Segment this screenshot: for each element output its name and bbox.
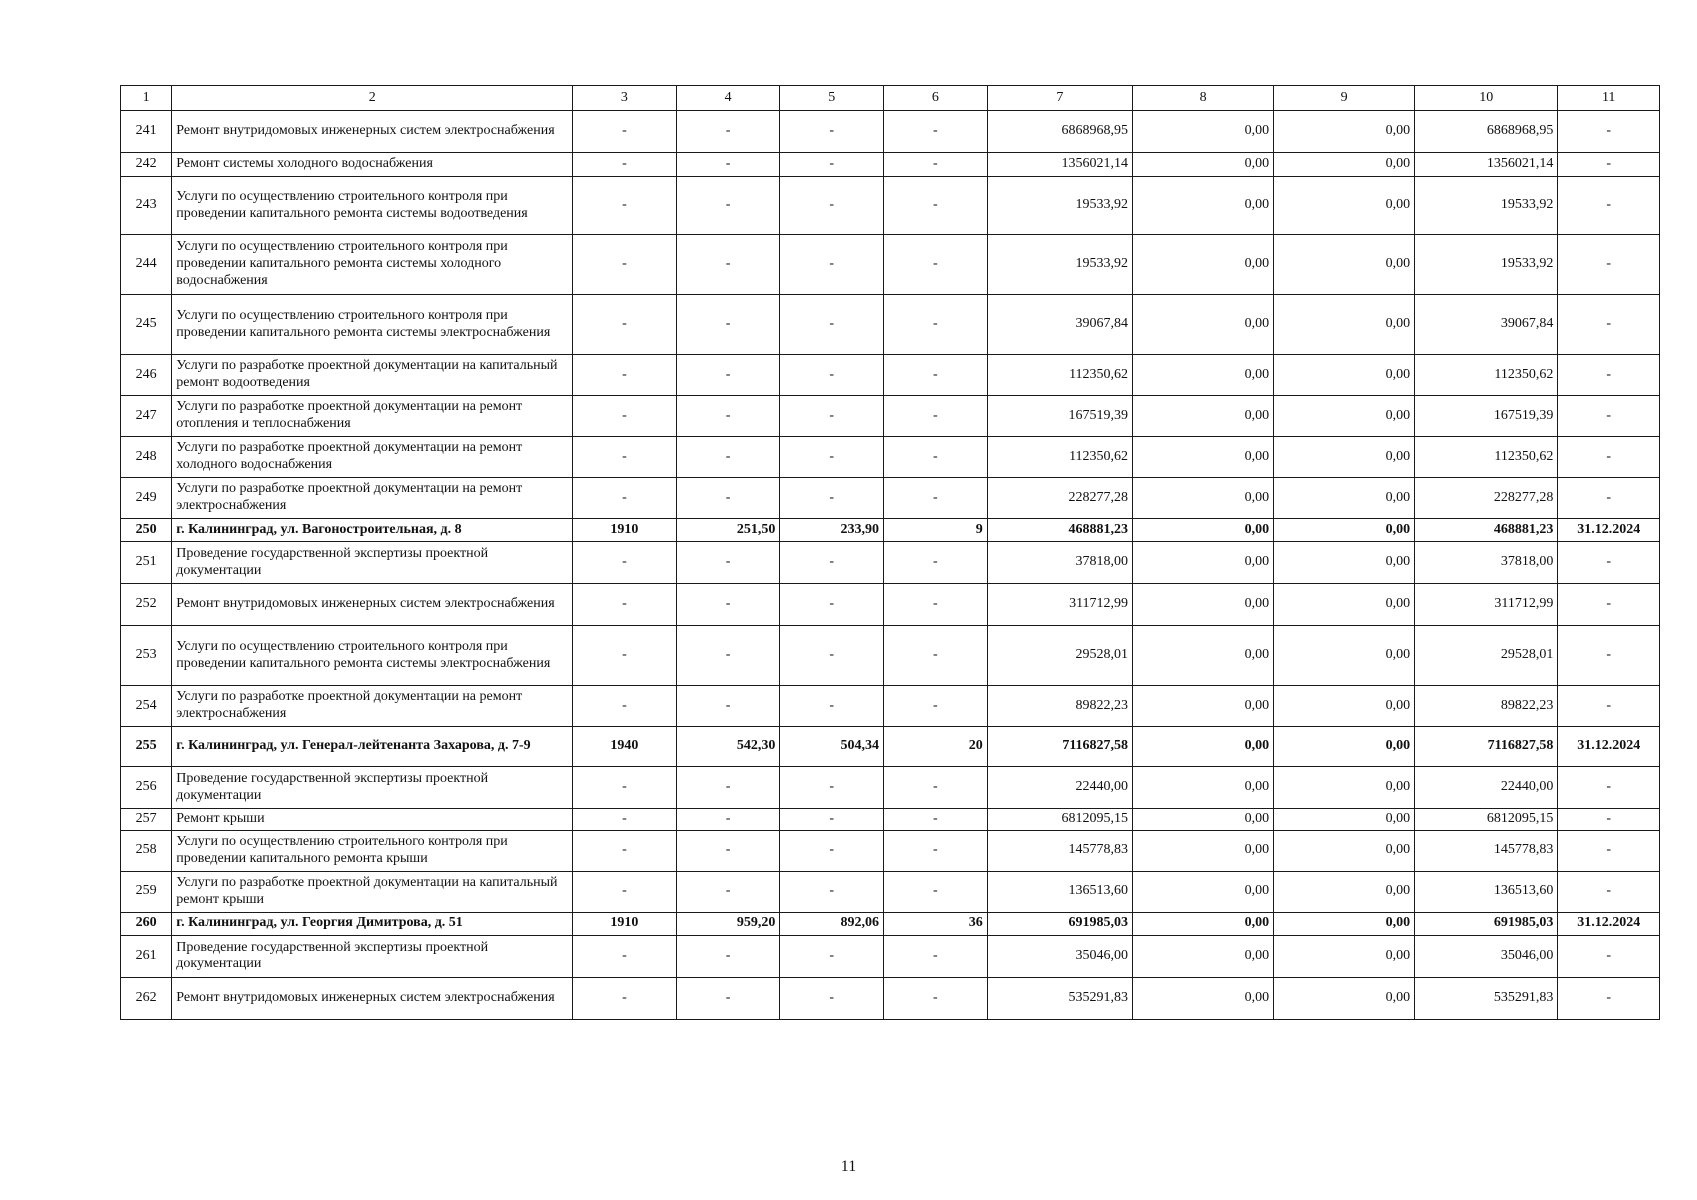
cell-col-7: 145778,83 [987, 830, 1132, 871]
cell-col-5: - [780, 396, 884, 437]
cell-col-10: 7116827,58 [1415, 727, 1558, 767]
table-row [121, 111, 1660, 153]
cell-col-6: - [884, 478, 988, 519]
cell-col-11: - [1558, 584, 1660, 626]
cell-col-6: - [884, 177, 988, 235]
cell-col-8: 0,00 [1133, 519, 1274, 542]
cell-col-7: 37818,00 [987, 542, 1132, 584]
cell-col-6: - [884, 111, 988, 153]
cell-col-7: 228277,28 [987, 478, 1132, 519]
cell-col-6: - [884, 437, 988, 478]
cell-col-8: 0,00 [1133, 767, 1274, 809]
cell-col-10: 6812095,15 [1415, 809, 1558, 831]
cell-col-5: - [780, 235, 884, 295]
cell-col-4: - [676, 355, 780, 396]
table-row [121, 584, 1660, 626]
work-description: г. Калининград, ул. Генерал-лейтенанта Захарова, д. 7-9 [172, 727, 573, 767]
cell-col-8: 0,00 [1133, 177, 1274, 235]
cell-col-7: 22440,00 [987, 767, 1132, 809]
cell-col-11: - [1558, 542, 1660, 584]
table-row [121, 767, 1660, 809]
cell-col-4: - [676, 437, 780, 478]
cell-col-11: - [1558, 935, 1660, 977]
cell-col-9: 0,00 [1274, 355, 1415, 396]
cell-col-9: 0,00 [1274, 235, 1415, 295]
cell-col-11: - [1558, 177, 1660, 235]
cell-col-6: - [884, 830, 988, 871]
cell-col-3: - [573, 977, 677, 1019]
cell-col-11: - [1558, 767, 1660, 809]
cell-col-9: 0,00 [1274, 935, 1415, 977]
row-number: 253 [121, 626, 172, 686]
cell-col-4: - [676, 295, 780, 355]
cell-col-7: 89822,23 [987, 686, 1132, 727]
table-row [121, 809, 1660, 831]
row-number: 256 [121, 767, 172, 809]
cell-col-10: 167519,39 [1415, 396, 1558, 437]
cell-col-5: - [780, 767, 884, 809]
cell-col-11: - [1558, 111, 1660, 153]
cell-col-3: - [573, 177, 677, 235]
cell-col-8: 0,00 [1133, 830, 1274, 871]
cell-col-3: - [573, 871, 677, 912]
cell-col-11: - [1558, 626, 1660, 686]
row-number: 260 [121, 912, 172, 935]
cell-col-3: - [573, 542, 677, 584]
cell-col-9: 0,00 [1274, 871, 1415, 912]
row-number: 248 [121, 437, 172, 478]
cell-col-11: - [1558, 295, 1660, 355]
table-row [121, 935, 1660, 977]
column-header: 6 [884, 86, 988, 111]
cell-col-6: - [884, 871, 988, 912]
cell-col-11: - [1558, 478, 1660, 519]
cell-col-4: - [676, 935, 780, 977]
cell-col-7: 19533,92 [987, 177, 1132, 235]
cell-col-10: 89822,23 [1415, 686, 1558, 727]
cell-col-5: - [780, 437, 884, 478]
cell-col-11: - [1558, 977, 1660, 1019]
cell-col-3: - [573, 935, 677, 977]
cell-col-7: 39067,84 [987, 295, 1132, 355]
cell-col-3: 1910 [573, 519, 677, 542]
cell-col-10: 19533,92 [1415, 177, 1558, 235]
work-description: Ремонт крыши [172, 809, 573, 831]
cell-col-6: - [884, 626, 988, 686]
column-header: 1 [121, 86, 172, 111]
cell-col-9: 0,00 [1274, 977, 1415, 1019]
column-header: 10 [1415, 86, 1558, 111]
cell-col-9: 0,00 [1274, 177, 1415, 235]
cell-col-5: - [780, 295, 884, 355]
table-row [121, 686, 1660, 727]
table-row [121, 177, 1660, 235]
cell-col-4: - [676, 977, 780, 1019]
column-number-header [121, 86, 1660, 111]
cell-col-5: - [780, 584, 884, 626]
cell-col-6: - [884, 235, 988, 295]
cell-col-3: - [573, 584, 677, 626]
cell-col-10: 29528,01 [1415, 626, 1558, 686]
work-description: Услуги по осуществлению строительного контроля при проведении капитального ремонта системы электроснабжения [172, 626, 573, 686]
cell-col-8: 0,00 [1133, 235, 1274, 295]
cell-col-9: 0,00 [1274, 153, 1415, 177]
cell-col-5: - [780, 977, 884, 1019]
work-description: г. Калининград, ул. Георгия Димитрова, д. 51 [172, 912, 573, 935]
cell-col-8: 0,00 [1133, 871, 1274, 912]
row-number: 241 [121, 111, 172, 153]
row-number: 251 [121, 542, 172, 584]
cell-col-11: - [1558, 437, 1660, 478]
cell-col-5: - [780, 153, 884, 177]
column-header: 11 [1558, 86, 1660, 111]
cell-col-8: 0,00 [1133, 355, 1274, 396]
table-row [121, 478, 1660, 519]
cell-col-9: 0,00 [1274, 912, 1415, 935]
cell-col-4: - [676, 111, 780, 153]
cell-col-3: 1910 [573, 912, 677, 935]
row-number: 258 [121, 830, 172, 871]
cell-col-10: 228277,28 [1415, 478, 1558, 519]
cell-col-9: 0,00 [1274, 767, 1415, 809]
work-description: Услуги по осуществлению строительного контроля при проведении капитального ремонта системы водоотведения [172, 177, 573, 235]
work-description: Услуги по осуществлению строительного контроля при проведении капитального ремонта крыши [172, 830, 573, 871]
cell-col-5: 233,90 [780, 519, 884, 542]
cell-col-4: 542,30 [676, 727, 780, 767]
address-row [121, 727, 1660, 767]
cell-col-5: - [780, 871, 884, 912]
column-header: 9 [1274, 86, 1415, 111]
row-number: 242 [121, 153, 172, 177]
cell-col-10: 112350,62 [1415, 355, 1558, 396]
cell-col-4: - [676, 626, 780, 686]
work-description: Ремонт системы холодного водоснабжения [172, 153, 573, 177]
cell-col-10: 35046,00 [1415, 935, 1558, 977]
cell-col-8: 0,00 [1133, 437, 1274, 478]
row-number: 250 [121, 519, 172, 542]
row-number: 244 [121, 235, 172, 295]
cell-col-7: 691985,03 [987, 912, 1132, 935]
cell-col-5: - [780, 111, 884, 153]
table-row [121, 235, 1660, 295]
work-description: Услуги по разработке проектной документации на капитальный ремонт водоотведения [172, 355, 573, 396]
cell-col-9: 0,00 [1274, 830, 1415, 871]
cell-col-4: - [676, 809, 780, 831]
cell-col-6: - [884, 153, 988, 177]
cell-col-5: - [780, 830, 884, 871]
table-row [121, 153, 1660, 177]
work-description: Услуги по разработке проектной документации на ремонт электроснабжения [172, 478, 573, 519]
cell-col-5: - [780, 809, 884, 831]
table-row [121, 626, 1660, 686]
cell-col-8: 0,00 [1133, 542, 1274, 584]
cell-col-3: - [573, 686, 677, 727]
table-row [121, 355, 1660, 396]
cell-col-8: 0,00 [1133, 396, 1274, 437]
work-description: Услуги по разработке проектной документации на капитальный ремонт крыши [172, 871, 573, 912]
cell-col-5: - [780, 478, 884, 519]
row-number: 259 [121, 871, 172, 912]
cell-col-5: - [780, 177, 884, 235]
column-header: 5 [780, 86, 884, 111]
cell-col-9: 0,00 [1274, 542, 1415, 584]
cell-col-8: 0,00 [1133, 153, 1274, 177]
cell-col-5: - [780, 935, 884, 977]
row-number: 249 [121, 478, 172, 519]
cell-col-9: 0,00 [1274, 626, 1415, 686]
cell-col-4: - [676, 542, 780, 584]
cell-col-10: 311712,99 [1415, 584, 1558, 626]
work-description: Проведение государственной экспертизы проектной документации [172, 935, 573, 977]
cell-col-5: - [780, 626, 884, 686]
cell-col-4: - [676, 478, 780, 519]
cell-col-10: 37818,00 [1415, 542, 1558, 584]
cell-col-11: - [1558, 355, 1660, 396]
cell-col-9: 0,00 [1274, 295, 1415, 355]
cell-col-3: - [573, 626, 677, 686]
cell-col-4: - [676, 830, 780, 871]
cell-col-5: 504,34 [780, 727, 884, 767]
cell-col-6: 9 [884, 519, 988, 542]
table-row [121, 977, 1660, 1019]
cell-col-8: 0,00 [1133, 686, 1274, 727]
work-description: г. Калининград, ул. Вагоностроительная, д. 8 [172, 519, 573, 542]
cell-col-3: - [573, 437, 677, 478]
cell-col-9: 0,00 [1274, 519, 1415, 542]
cell-col-3: - [573, 235, 677, 295]
cell-col-3: - [573, 295, 677, 355]
cell-col-7: 311712,99 [987, 584, 1132, 626]
cell-col-6: - [884, 396, 988, 437]
row-number: 243 [121, 177, 172, 235]
cell-col-11: 31.12.2024 [1558, 727, 1660, 767]
cell-col-4: - [676, 686, 780, 727]
cell-col-3: - [573, 478, 677, 519]
table-row [121, 830, 1660, 871]
cell-col-7: 35046,00 [987, 935, 1132, 977]
cell-col-3: - [573, 767, 677, 809]
column-header: 3 [573, 86, 677, 111]
cell-col-8: 0,00 [1133, 912, 1274, 935]
document-page [120, 85, 1660, 1020]
cell-col-7: 1356021,14 [987, 153, 1132, 177]
row-number: 255 [121, 727, 172, 767]
work-description: Услуги по осуществлению строительного контроля при проведении капитального ремонта системы электроснабжения [172, 295, 573, 355]
cell-col-10: 535291,83 [1415, 977, 1558, 1019]
work-description: Услуги по разработке проектной документации на ремонт отопления и теплоснабжения [172, 396, 573, 437]
cell-col-3: - [573, 111, 677, 153]
cell-col-6: - [884, 542, 988, 584]
cell-col-10: 691985,03 [1415, 912, 1558, 935]
cell-col-8: 0,00 [1133, 478, 1274, 519]
cell-col-7: 29528,01 [987, 626, 1132, 686]
cell-col-4: 959,20 [676, 912, 780, 935]
cell-col-6: - [884, 809, 988, 831]
cell-col-4: - [676, 153, 780, 177]
cell-col-11: - [1558, 686, 1660, 727]
cell-col-5: 892,06 [780, 912, 884, 935]
cell-col-8: 0,00 [1133, 584, 1274, 626]
cell-col-11: - [1558, 153, 1660, 177]
cell-col-6: 20 [884, 727, 988, 767]
cell-col-10: 19533,92 [1415, 235, 1558, 295]
table-row [121, 396, 1660, 437]
cell-col-8: 0,00 [1133, 295, 1274, 355]
work-description: Проведение государственной экспертизы проектной документации [172, 542, 573, 584]
work-description: Проведение государственной экспертизы проектной документации [172, 767, 573, 809]
cell-col-7: 136513,60 [987, 871, 1132, 912]
capital-repair-table [120, 85, 1660, 1020]
address-row [121, 912, 1660, 935]
cell-col-4: - [676, 767, 780, 809]
work-description: Ремонт внутридомовых инженерных систем электроснабжения [172, 977, 573, 1019]
cell-col-11: 31.12.2024 [1558, 519, 1660, 542]
cell-col-10: 145778,83 [1415, 830, 1558, 871]
work-description: Ремонт внутридомовых инженерных систем электроснабжения [172, 584, 573, 626]
cell-col-7: 535291,83 [987, 977, 1132, 1019]
cell-col-7: 468881,23 [987, 519, 1132, 542]
cell-col-9: 0,00 [1274, 727, 1415, 767]
work-description: Услуги по разработке проектной документации на ремонт холодного водоснабжения [172, 437, 573, 478]
row-number: 252 [121, 584, 172, 626]
cell-col-5: - [780, 686, 884, 727]
cell-col-6: - [884, 686, 988, 727]
cell-col-3: - [573, 396, 677, 437]
cell-col-4: - [676, 177, 780, 235]
cell-col-3: - [573, 830, 677, 871]
row-number: 254 [121, 686, 172, 727]
cell-col-7: 6812095,15 [987, 809, 1132, 831]
cell-col-10: 136513,60 [1415, 871, 1558, 912]
work-description: Ремонт внутридомовых инженерных систем электроснабжения [172, 111, 573, 153]
cell-col-7: 167519,39 [987, 396, 1132, 437]
cell-col-6: 36 [884, 912, 988, 935]
cell-col-4: - [676, 871, 780, 912]
page-number: 11 [840, 1158, 857, 1175]
cell-col-10: 39067,84 [1415, 295, 1558, 355]
cell-col-9: 0,00 [1274, 686, 1415, 727]
table-row [121, 871, 1660, 912]
cell-col-6: - [884, 355, 988, 396]
column-header: 8 [1133, 86, 1274, 111]
table-row [121, 437, 1660, 478]
cell-col-11: 31.12.2024 [1558, 912, 1660, 935]
address-row [121, 519, 1660, 542]
table-row [121, 295, 1660, 355]
cell-col-3: - [573, 153, 677, 177]
column-header: 2 [172, 86, 573, 111]
column-header: 7 [987, 86, 1132, 111]
cell-col-9: 0,00 [1274, 809, 1415, 831]
row-number: 257 [121, 809, 172, 831]
cell-col-11: - [1558, 396, 1660, 437]
cell-col-7: 7116827,58 [987, 727, 1132, 767]
row-number: 245 [121, 295, 172, 355]
cell-col-5: - [780, 542, 884, 584]
cell-col-9: 0,00 [1274, 396, 1415, 437]
cell-col-8: 0,00 [1133, 727, 1274, 767]
cell-col-5: - [780, 355, 884, 396]
cell-col-3: - [573, 355, 677, 396]
cell-col-9: 0,00 [1274, 478, 1415, 519]
cell-col-6: - [884, 584, 988, 626]
cell-col-4: 251,50 [676, 519, 780, 542]
cell-col-9: 0,00 [1274, 111, 1415, 153]
cell-col-4: - [676, 396, 780, 437]
cell-col-8: 0,00 [1133, 935, 1274, 977]
cell-col-10: 6868968,95 [1415, 111, 1558, 153]
cell-col-9: 0,00 [1274, 584, 1415, 626]
cell-col-8: 0,00 [1133, 111, 1274, 153]
cell-col-11: - [1558, 235, 1660, 295]
cell-col-7: 112350,62 [987, 437, 1132, 478]
cell-col-4: - [676, 584, 780, 626]
cell-col-6: - [884, 935, 988, 977]
cell-col-8: 0,00 [1133, 977, 1274, 1019]
cell-col-6: - [884, 295, 988, 355]
row-number: 247 [121, 396, 172, 437]
work-description: Услуги по разработке проектной документации на ремонт электроснабжения [172, 686, 573, 727]
cell-col-8: 0,00 [1133, 626, 1274, 686]
row-number: 246 [121, 355, 172, 396]
cell-col-3: 1940 [573, 727, 677, 767]
cell-col-3: - [573, 809, 677, 831]
cell-col-9: 0,00 [1274, 437, 1415, 478]
cell-col-6: - [884, 977, 988, 1019]
cell-col-8: 0,00 [1133, 809, 1274, 831]
cell-col-11: - [1558, 871, 1660, 912]
cell-col-11: - [1558, 809, 1660, 831]
row-number: 262 [121, 977, 172, 1019]
table-row [121, 542, 1660, 584]
row-number: 261 [121, 935, 172, 977]
cell-col-7: 6868968,95 [987, 111, 1132, 153]
cell-col-10: 1356021,14 [1415, 153, 1558, 177]
cell-col-10: 22440,00 [1415, 767, 1558, 809]
cell-col-10: 468881,23 [1415, 519, 1558, 542]
cell-col-6: - [884, 767, 988, 809]
cell-col-11: - [1558, 830, 1660, 871]
work-description: Услуги по осуществлению строительного контроля при проведении капитального ремонта системы холодного водоснабжения [172, 235, 573, 295]
cell-col-4: - [676, 235, 780, 295]
cell-col-7: 112350,62 [987, 355, 1132, 396]
cell-col-7: 19533,92 [987, 235, 1132, 295]
cell-col-10: 112350,62 [1415, 437, 1558, 478]
column-header: 4 [676, 86, 780, 111]
